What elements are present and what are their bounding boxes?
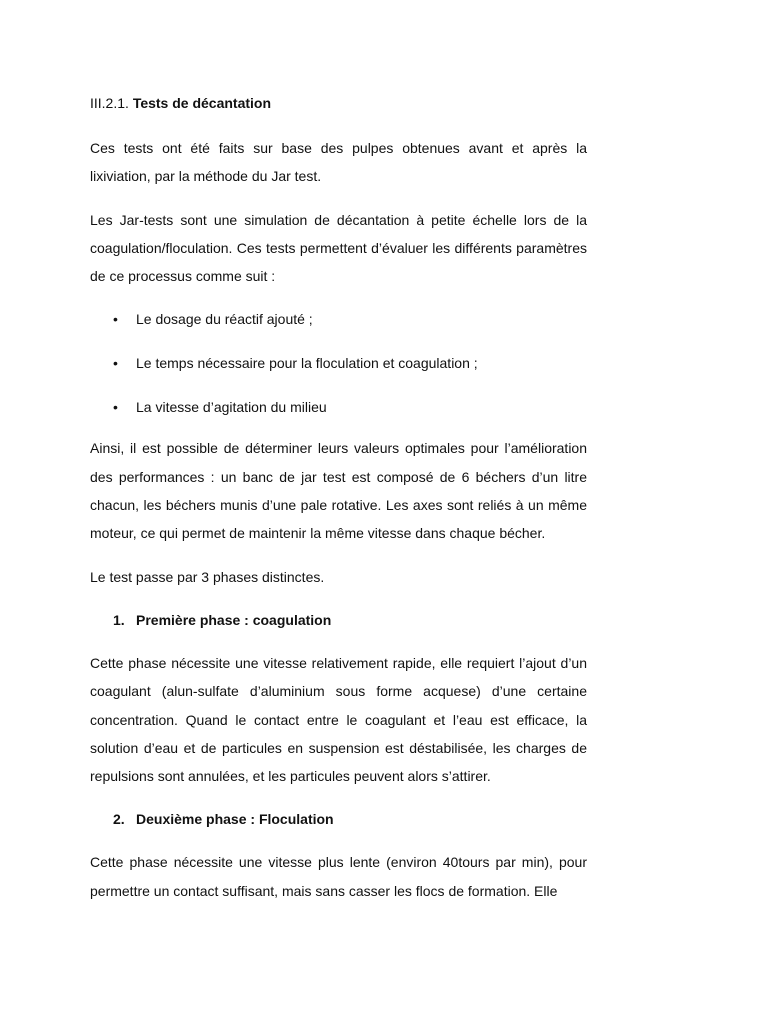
paragraph-jar-tests: Les Jar-tests sont une simulation de décantation à petite échelle lors de la coagulation/floculation. Ces tests permettent d’évaluer les différents paramètres de ce processus comme suit :	[90, 211, 587, 285]
phase-title: Deuxième phase : Floculation	[136, 811, 334, 828]
phase-heading-coagulation	[90, 606, 587, 634]
section-heading	[90, 89, 587, 117]
list-item-text: Le dosage du réactif ajouté ;	[136, 311, 313, 328]
phase-title: Première phase : coagulation	[136, 611, 332, 628]
document-page	[90, 89, 587, 920]
paragraph-floculation: Cette phase nécessite une vitesse plus lente (environ 40tours par min), pour permettre un contact suffisant, mais sans casser les flocs de formation. Elle	[90, 854, 587, 899]
bullet-icon: •	[113, 399, 118, 416]
bullet-icon: •	[113, 355, 118, 372]
list-item-text: La vitesse d’agitation du milieu	[136, 399, 327, 416]
section-number: III.2.1.	[90, 95, 129, 111]
phase-heading-floculation	[90, 805, 587, 833]
paragraph-optimal-values: Ainsi, il est possible de déterminer leurs valeurs optimales pour l’amélioration des performances : un banc de jar test est composé de 6 béchers d’un litre chacun, les béchers munis d’une pale rotative. Les axes sont reliés à un même moteur, ce qui permet de maintenir la même vitesse dans chaque bécher.	[90, 440, 587, 542]
list-item	[90, 305, 587, 333]
paragraph-coagulation: Cette phase nécessite une vitesse relativement rapide, elle requiert l’ajout d’un coagulant (alun-sulfate d’aluminium sous forme acquese) d’une certaine concentration. Quand le contact entre le coagulant et l’eau est efficace, la solution d’eau et de particules en suspension est déstabilisée, les charges de repulsions sont annulées, et les particules peuvent alors s’attirer.	[90, 654, 587, 785]
parameters-list	[90, 305, 587, 421]
paragraph-intro: Ces tests ont été faits sur base des pulpes obtenues avant et après la lixiviation, par la méthode du Jar test.	[90, 140, 587, 185]
list-item-text: Le temps nécessaire pour la floculation et coagulation ;	[136, 355, 478, 372]
list-item	[90, 393, 587, 421]
phase-number: 2.	[113, 811, 125, 828]
paragraph-three-phases: Le test passe par 3 phases distinctes.	[90, 568, 325, 585]
bullet-icon: •	[113, 311, 118, 328]
phase-number: 1.	[113, 611, 125, 628]
section-title: Tests de décantation	[132, 95, 272, 111]
list-item	[90, 349, 587, 377]
